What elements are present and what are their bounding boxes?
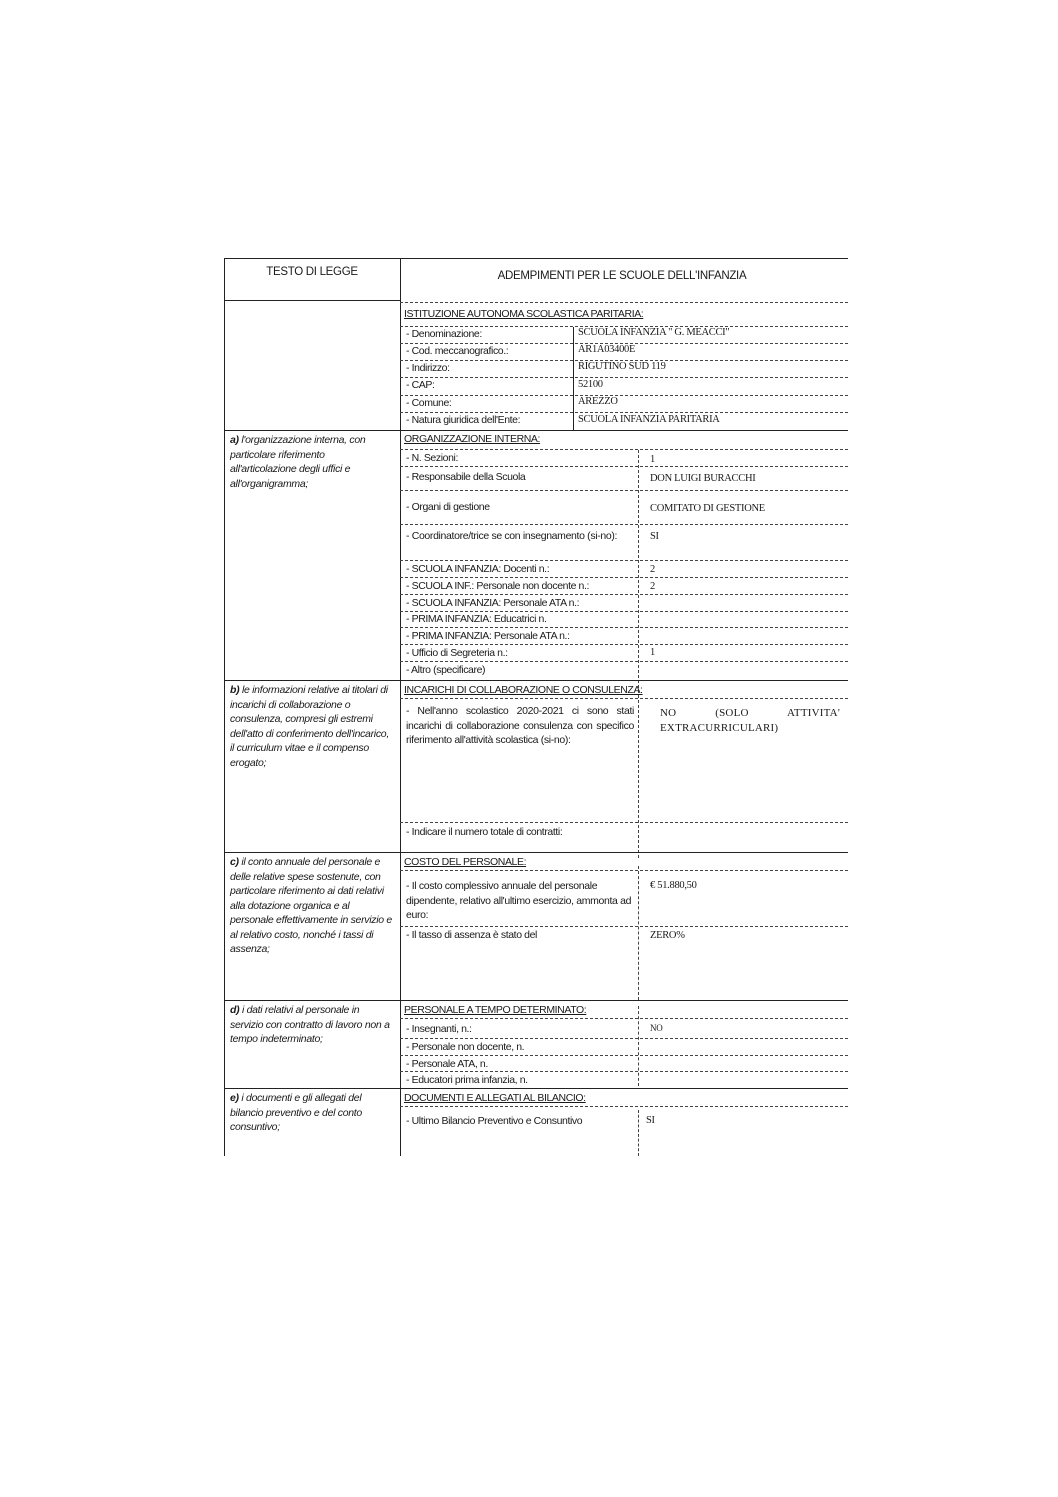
coordinatore-label: - Coordinatore/trice se con insegnamento (si-no): [406, 530, 618, 542]
natura-giuridica-value: SCUOLA INFANZIA PARITARIA [578, 414, 720, 425]
cod-meccanografico-value: AR1A03400E [578, 344, 636, 355]
istituzione-title: ISTITUZIONE AUTONOMA SCOLASTICA PARITARIA: [404, 308, 644, 320]
indirizzo-value: RIGUTINO SUD 119 [578, 361, 666, 372]
organi-gestione-label: - Organi di gestione [406, 501, 490, 513]
organi-gestione-value: COMITATO DI GESTIONE [650, 503, 765, 514]
docenti-label: - SCUOLA INFANZIA: Docenti n.: [406, 563, 550, 575]
law-a-letter: a) [230, 434, 239, 446]
altro-label: - Altro (specificare) [406, 664, 486, 676]
denominazione-value: SCUOLA INFANZIA " G. MEACCI" [578, 327, 730, 338]
segreteria-label: - Ufficio di Segreteria n.: [406, 647, 508, 659]
law-a [230, 433, 392, 491]
bilancio-value: SI [646, 1115, 655, 1126]
header-requirements: ADEMPIMENTI PER LE SCUOLE DELL'INFANZIA [497, 270, 747, 282]
law-b-text: le informazioni relative ai titolari di incarichi di collaborazione o consulenza, compresi gli estremi dell'atto di conferimento dell'incarico, il curriculum vitae e il compenso erogato; [230, 684, 389, 769]
costo-personale-title: COSTO DEL PERSONALE: [404, 856, 527, 868]
non-docente-value: 2 [650, 581, 655, 592]
ata-infanzia-label: - SCUOLA INFANZIA: Personale ATA n.: [406, 597, 580, 609]
law-b-letter: b) [230, 684, 240, 696]
sezioni-label: - N. Sezioni: [406, 452, 458, 464]
responsabile-label: - Responsabile della Scuola [406, 471, 526, 483]
comune-value: AREZZO [578, 396, 618, 407]
costo-value: € 51.880,50 [650, 880, 697, 891]
law-c-letter: c) [230, 856, 239, 868]
indirizzo-label: - Indirizzo: [406, 362, 450, 374]
law-b [230, 683, 392, 770]
natura-giuridica-label: - Natura giuridica dell'Ente: [406, 414, 521, 426]
coordinatore-value: SI [650, 531, 659, 542]
documenti-bilancio-title: DOCUMENTI E ALLEGATI AL BILANCIO: [404, 1092, 586, 1104]
sezioni-value: 1 [650, 454, 655, 465]
law-d-letter: d) [230, 1004, 240, 1016]
tempo-determinato-title: PERSONALE A TEMPO DETERMINATO: [404, 1004, 587, 1016]
law-a-text: l'organizzazione interna, con particolare riferimento all'articolazione degli uffici e all'organigramma; [230, 434, 366, 490]
insegnanti-value: NO [650, 1023, 663, 1033]
law-e-text: i documenti e gli allegati del bilancio preventivo e del conto consuntivo; [230, 1092, 362, 1133]
cap-value: 52100 [578, 379, 603, 390]
law-d [230, 1003, 392, 1047]
denominazione-label: - Denominazione: [406, 328, 482, 340]
costo-question: - Il costo complessivo annuale del personale dipendente, relativo all'ultimo esercizio, ammonta ad euro: [406, 880, 632, 921]
insegnanti-label: - Insegnanti, n.: [406, 1023, 472, 1035]
ata-prima-infanzia-label: - PRIMA INFANZIA: Personale ATA n.: [406, 630, 570, 642]
law-c-text: il conto annuale del personale e delle relative spese sostenute, con particolare riferimento ai dati relativi alla dotazione organica e al personale effettivamente in servizio e al relativo costo, nonché i tassi di assenza; [230, 856, 392, 955]
law-d-text: i dati relativi al personale in servizio con contratto di lavoro non a tempo indeterminato; [230, 1004, 390, 1045]
educatori-td-label: - Educatori prima infanzia, n. [406, 1074, 528, 1086]
cod-meccanografico-label: - Cod. meccanografico.: [406, 345, 509, 357]
tasso-assenza-label: - Il tasso di assenza è stato del [406, 929, 537, 941]
docenti-value: 2 [650, 564, 655, 575]
incarichi-answer: NO (SOLO ATTIVITA' EXTRACURRICULARI) [660, 707, 840, 734]
law-e-letter: e) [230, 1092, 239, 1104]
numero-contratti-label: - Indicare il numero totale di contratti: [406, 826, 563, 838]
segreteria-value: 1 [650, 647, 655, 658]
tasso-assenza-value: ZERO% [650, 930, 685, 941]
header-law-text: TESTO DI LEGGE [266, 266, 358, 278]
responsabile-value: DON LUIGI BURACCHI [650, 473, 756, 484]
ata-td-label: - Personale ATA, n. [406, 1058, 488, 1070]
law-c [230, 855, 392, 957]
organizzazione-title: ORGANIZZAZIONE INTERNA: [404, 433, 541, 445]
law-e [230, 1091, 392, 1135]
educatrici-label: - PRIMA INFANZIA: Educatrici n. [406, 613, 547, 625]
cap-label: - CAP: [406, 379, 435, 391]
incarichi-question: - Nell'anno scolastico 2020-2021 ci sono stati incarichi di collaborazione consulenza con specifico riferimento all'attività scolastica (si-no): [406, 705, 634, 746]
incarichi-title: INCARICHI DI COLLABORAZIONE O CONSULENZA: [404, 684, 643, 696]
non-docente-label: - SCUOLA INF.: Personale non docente n.: [406, 580, 590, 592]
bilancio-label: - Ultimo Bilancio Preventivo e Consuntivo [406, 1115, 583, 1127]
comune-label: - Comune: [406, 397, 452, 409]
non-docente-td-label: - Personale non docente, n. [406, 1041, 525, 1053]
